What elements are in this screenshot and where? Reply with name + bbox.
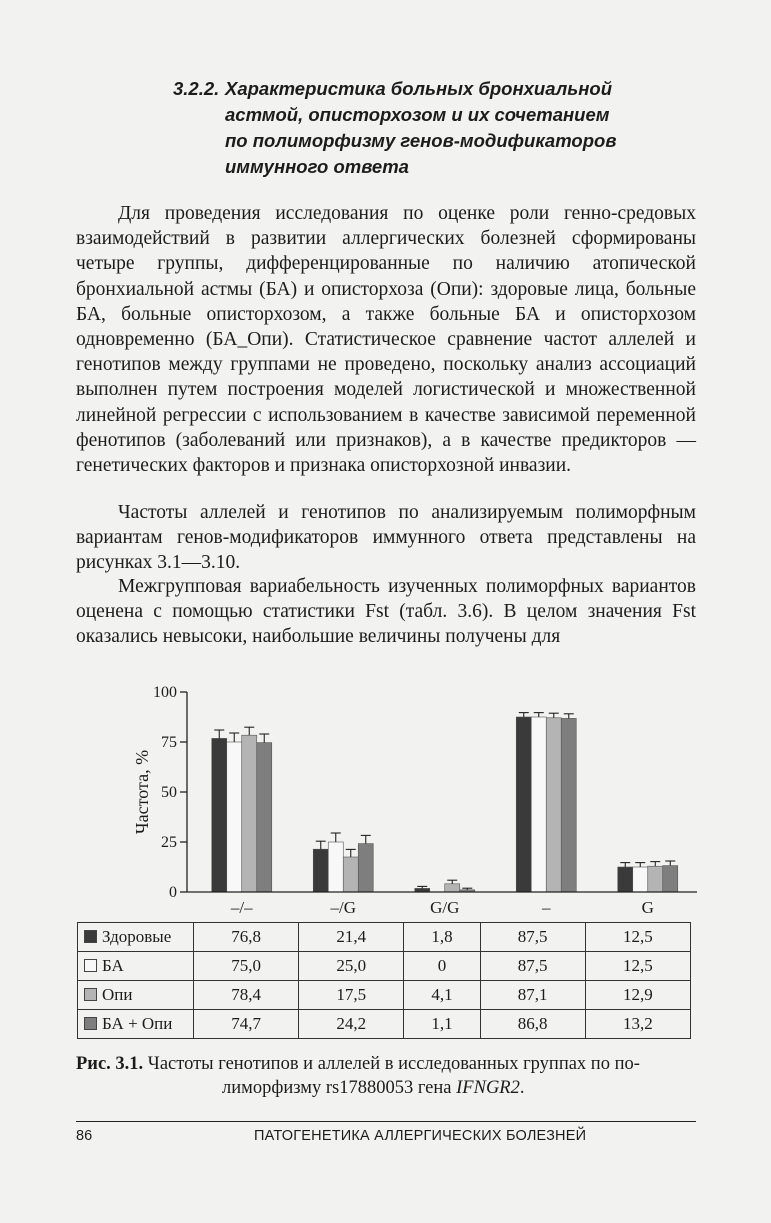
y-axis-label: Частота, %	[132, 749, 152, 835]
gene-name: IFNGR2	[456, 1078, 520, 1098]
table-cell: 12,9	[585, 981, 690, 1010]
table-cell: 4,1	[404, 981, 480, 1010]
figure-caption	[76, 1052, 696, 1100]
y-tick-label: 50	[161, 784, 177, 801]
legend-swatch	[84, 988, 97, 1001]
legend-swatch	[84, 959, 97, 972]
table-cell: 25,0	[299, 952, 404, 981]
running-title: ПАТОГЕНЕТИКА АЛЛЕРГИЧЕСКИХ БОЛЕЗНЕЙ	[254, 1128, 587, 1144]
body-paragraph: Межгрупповая вариабельность изученных полиморфных вариантов оценена с помощью статистики Fst (табл. 3.6). В целом значения Fst оказались невысоки, наибольшие величины получены для	[76, 576, 696, 648]
table-cell: 75,0	[194, 952, 299, 981]
table-cell: 87,5	[480, 952, 585, 981]
section-title-line: астмой, описторхозом и их сочетанием	[225, 104, 610, 125]
bar	[663, 866, 678, 892]
y-tick-label: 25	[161, 834, 177, 851]
table-cell: 13,2	[585, 1010, 690, 1039]
table-cell: 1,1	[404, 1010, 480, 1039]
bar	[445, 884, 460, 892]
bar	[242, 735, 257, 892]
bar	[633, 867, 648, 892]
legend-label: Здоровые	[102, 927, 172, 946]
table-cell: 1,8	[404, 923, 480, 952]
table-cell: 86,8	[480, 1010, 585, 1039]
table-cell: 76,8	[194, 923, 299, 952]
bar	[648, 866, 663, 892]
bar	[328, 842, 343, 892]
table-row	[78, 923, 691, 952]
page-number: 86	[76, 1128, 93, 1144]
chart-data-table	[77, 922, 691, 1039]
row-label	[78, 952, 194, 981]
row-label	[78, 981, 194, 1010]
table-cell: 12,5	[585, 923, 690, 952]
bar	[516, 717, 531, 892]
table-cell: 12,5	[585, 952, 690, 981]
section-title-line: по полиморфизму генов-модификаторов	[225, 130, 617, 151]
legend-swatch	[84, 930, 97, 943]
bar	[358, 844, 373, 892]
legend-label: БА + Опи	[102, 1014, 173, 1033]
section-number: 3.2.2.	[173, 78, 220, 99]
table-cell: 21,4	[299, 923, 404, 952]
legend-label: БА	[102, 956, 124, 975]
footer-rule	[76, 1121, 696, 1122]
section-title-line: иммунного ответа	[225, 156, 409, 177]
category-label: –/–	[230, 898, 253, 917]
table-cell: 78,4	[194, 981, 299, 1010]
row-label	[78, 923, 194, 952]
table-row	[78, 952, 691, 981]
legend-label: Опи	[102, 985, 133, 1004]
table-cell: 74,7	[194, 1010, 299, 1039]
bar	[531, 717, 546, 892]
bar	[227, 742, 242, 892]
caption-text-2: лиморфизму rs17880053 гена	[222, 1078, 457, 1098]
bar	[212, 738, 227, 892]
category-label: –/G	[330, 898, 356, 917]
table-cell: 87,1	[480, 981, 585, 1010]
caption-text: Частоты генотипов и аллелей в исследованных группах по по-	[147, 1054, 640, 1074]
category-label: G/G	[430, 898, 460, 917]
figure-label: Рис. 3.1.	[76, 1054, 144, 1074]
bar	[343, 857, 358, 892]
table-row	[78, 981, 691, 1010]
y-tick-label: 75	[161, 734, 177, 751]
y-tick-label: 0	[169, 884, 177, 901]
bar	[546, 718, 561, 892]
body-paragraph: Частоты аллелей и генотипов по анализируемым полиморфным вариантам генов-модификаторов иммунного ответа представлены на рисунках 3.1—3.10.	[76, 502, 696, 574]
row-label	[78, 1010, 194, 1039]
caption-line-2: лиморфизму rs17880053 гена IFNGR2.	[222, 1078, 525, 1098]
bar	[561, 718, 576, 892]
y-tick-label: 100	[153, 684, 177, 701]
legend-swatch	[84, 1017, 97, 1030]
section-title-line: Характеристика больных бронхиальной	[225, 78, 613, 99]
table-cell: 17,5	[299, 981, 404, 1010]
bar	[313, 849, 328, 892]
category-label: G	[641, 898, 654, 917]
category-label: –	[542, 898, 551, 917]
table-cell: 0	[404, 952, 480, 981]
table-row	[78, 1010, 691, 1039]
table-cell: 87,5	[480, 923, 585, 952]
bar	[257, 743, 272, 892]
bar	[618, 867, 633, 892]
table-cell: 24,2	[299, 1010, 404, 1039]
body-paragraph: Для проведения исследования по оценке роли генно-средовых взаимодействий в развитии аллергических болезней сформированы четыре группы, дифференцированные по наличию атопической бронхиальной астмы (БА) и описторхоза (Опи): здоровые лица, больные БА, больные описторхозом, а также больные БА и описторхозом одновременно (БА_Опи). Статистическое сравнение частот аллелей и генотипов между группами не проведено, поскольку анализ ассоциаций выполнен путем построения моделей логистической и множественной линейной регрессии с использованием в качестве зависимой переменной фенотипов (заболеваний или признаков), а в качестве предикторов — генетических факторов и признака описторхозной инвазии.	[76, 203, 696, 477]
